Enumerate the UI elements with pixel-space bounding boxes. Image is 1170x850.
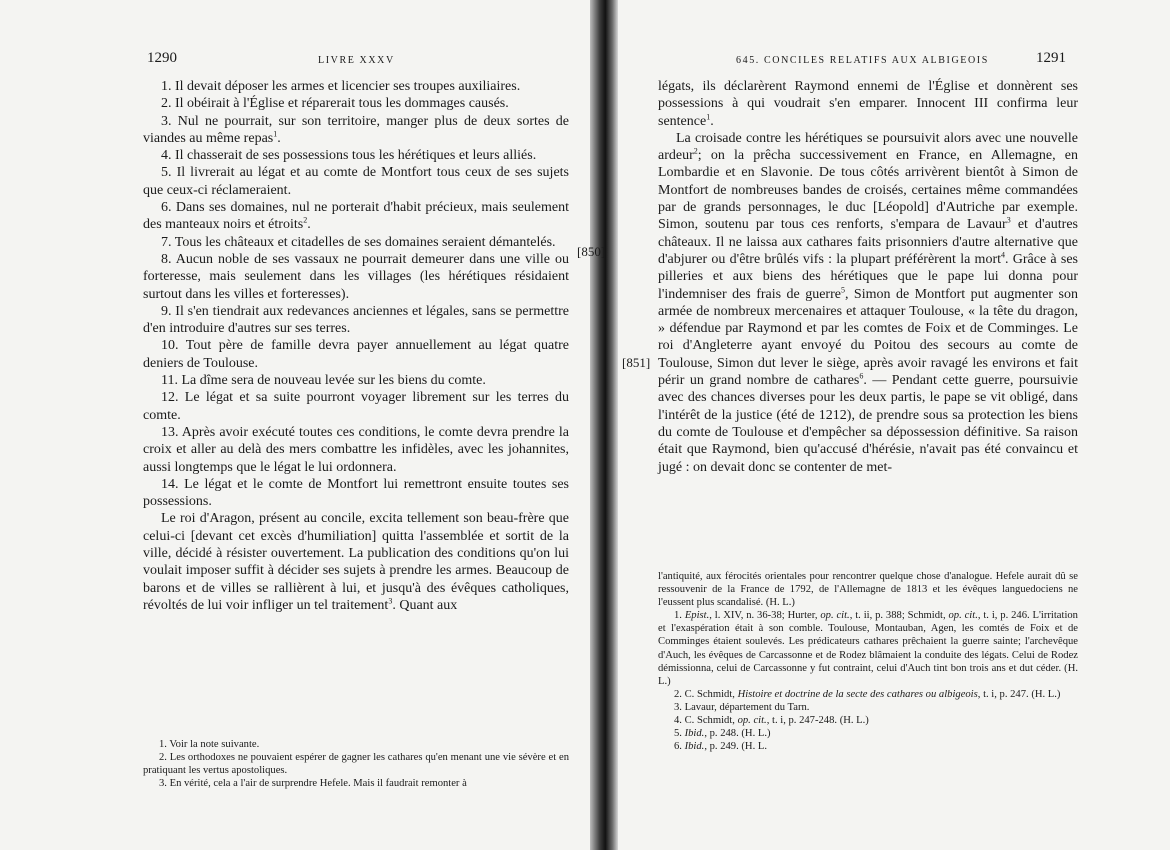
paragraph: 14. Le légat et le comte de Montfort lui remettront ensuite toutes ses possessions. bbox=[143, 476, 569, 510]
paragraph: 13. Après avoir exécuté toutes ces conditions, le comte devra prendre la croix et aller au delà des mers combattre les infidèles, avec les johannites, aussi longtemps que le légat le lui ordonnera. bbox=[143, 424, 569, 475]
paragraph: 3. Nul ne pourrait, sur son territoire, manger plus de deux sortes de viandes au même repas$^1$. bbox=[143, 113, 569, 146]
footnote: 6. Ibid., p. 249. (H. L. bbox=[674, 741, 767, 753]
footnote-ref: 2 bbox=[303, 215, 308, 225]
footnotes bbox=[658, 570, 1078, 753]
paragraph: Le roi d'Aragon, présent au concile, excita tellement son beau-frère que celui-ci [devant cet excès d'humiliation] quitta l'assemblée et sortit de la ville, décidé à résister ouvertement. La publication des conditions qu'on lui voulait imposer suffit à décider ses sujets à prendre les armes. Beaucoup de barons et de villes se rallièrent à lui, et jusqu'à des évêques catholiques, révoltés de lui voir infliger un tel traitement$^3$. Quant aux bbox=[143, 511, 569, 613]
paragraph: 7. Tous les châteaux et citadelles de ses domaines seraient démantelés. bbox=[161, 234, 556, 250]
footnote-ref: 4 bbox=[1001, 250, 1005, 260]
footnote: l'antiquité, aux férocités orientales pour rencontrer quelque chose d'analogue. Hefele aurait dû se ressouvenir de la France de 1792, de l'Allemagne de 1813 et les évêques languedociens ne l'eussent plus scandalisé. (H. L.) bbox=[658, 571, 1078, 609]
paragraph: 8. Aucun noble de ses vassaux ne pourrait demeurer dans une ville ou forteresse, mais seulement dans les villages (les hérétiques résidaient surtout dans les villes et forteresses). bbox=[143, 251, 569, 302]
paragraph: légats, ils déclarèrent Raymond ennemi de l'Église et donnèrent ses possessions à qui voudrait s'en emparer. Innocent III confirma leur sentence$^1$. bbox=[658, 79, 1078, 129]
body-text bbox=[143, 78, 569, 614]
running-head: LIVRE XXXV bbox=[318, 55, 395, 66]
footnote: 5. Ibid., p. 248. (H. L.) bbox=[674, 728, 771, 740]
book-gutter bbox=[590, 0, 618, 850]
body-text bbox=[658, 78, 1078, 476]
footnote: 1. Epist., l. XIV, n. 36-38; Hurter, op. cit., t. ii, p. 388; Schmidt, op. cit., t. i, p. 246. L'irritation et l'exaspération était à son comble. Toulouse, Montauban, Agen, les comtés de Foix et de Comminges étaient soulevés. Les prédicateurs cathares prêchaient la guerre sainte; l'archevêque d'Auch, les évêques de Carcassonne et de Rodez blâmaient la conduite des légats. Celui de Rodez démissionna, celui de Carcassonne y fut contraint, celui d'Auch tint bon trois ans et dut céder. (H. L.) bbox=[658, 610, 1078, 687]
footnote-ref: 5 bbox=[840, 284, 845, 294]
margin-note: [850] bbox=[577, 244, 606, 259]
paragraph: 9. Il s'en tiendrait aux redevances anciennes et légales, sans se permettre d'en introduire d'autres sur ses terres. bbox=[143, 303, 569, 337]
paragraph: La croisade contre les hérétiques se poursuivit alors avec une nouvelle ardeur$^2$; on la prêcha successivement en France, en Allemagne, en Lombardie et en Slavonie. De tous côtés arrivèrent bientôt à Simon de Montfort de nombreuses bandes de croisés, certaines même commandées par de grands personnages, le duc [Léopold] d'Autriche par exemple. Simon, soutenu par tous ces renforts, s'empara de Lavaur$^3$ et d'autres châteaux. Il ne laissa aux cathares faits prisonniers d'autre alternative que d'abjurer ou d'être brûlés vifs : la plupart préférèrent la mort$^4$. Grâce à ses pilleries et aux biens des hérétiques que le pape lui donna pour l'indemniser des frais de guerre$^5$, Simon de Montfort put augmenter son armée de nombreux mercenaires et attaquer Toulouse, « la tête du dragon, » défendue par Raymond et par les comtes de Foix et de Comminges. Le roi d'Angleterre ayant envoyé du Poitou des secours au comte de Toulouse, Simon dut lever le siège, après avoir ravagé les environs et fait périr un grand nombre de cathares$^6$. — Pendant cette guerre, poursuivie avec des chances diverses pour les deux partis, le pape se vit obligé, dans l'intérêt de la justice (été de 1212), de prendre sous sa protection les biens du comte de Toulouse et d'empêcher sa dépossession définitive. Sa raison était que Raymond, bien qu'accusé d'hérésie, n'avait pas été convaincu et jugé : on devait donc se contenter de met- bbox=[658, 130, 1078, 475]
footnote: 2. Les orthodoxes ne pouvaient espérer de gagner les cathares qu'en menant une vie sévère et en pratiquant les vertus apostoliques. bbox=[143, 752, 569, 777]
paragraph: 4. Il chasserait de ses possessions tous les hérétiques et leurs alliés. bbox=[161, 148, 537, 164]
footnote-ref: 3 bbox=[388, 596, 393, 606]
paragraph: 1. Il devait déposer les armes et licencier ses troupes auxiliaires. bbox=[161, 79, 521, 94]
footnotes bbox=[143, 738, 569, 790]
paragraph: 11. La dîme sera de nouveau levée sur les biens du comte. bbox=[161, 373, 486, 389]
footnote-ref: 2 bbox=[693, 146, 698, 156]
paragraph: 12. Le légat et sa suite pourront voyager librement sur les terres du comte. bbox=[143, 390, 569, 423]
right-page bbox=[606, 0, 1170, 850]
footnote-ref: 3 bbox=[1006, 215, 1011, 225]
footnote: 4. C. Schmidt, op. cit., t. i, p. 247-248. (H. L.) bbox=[674, 715, 869, 727]
paragraph: 2. Il obéirait à l'Église et réparerait tous les dommages causés. bbox=[161, 96, 509, 112]
running-head: 645. CONCILES RELATIFS AUX ALBIGEOIS bbox=[736, 55, 989, 66]
page-number: 1291 bbox=[1036, 50, 1066, 66]
margin-note: [851] bbox=[622, 355, 651, 370]
footnote: 1. Voir la note suivante. bbox=[159, 739, 260, 750]
footnote-ref: 1 bbox=[273, 129, 278, 139]
footnote: 2. C. Schmidt, Histoire et doctrine de la secte des cathares ou albigeois, t. i, p. 247. (H. L.) bbox=[674, 688, 1061, 700]
page-number: 1290 bbox=[147, 50, 177, 66]
footnote-ref: 1 bbox=[706, 111, 711, 121]
footnote: 3. En vérité, cela a l'air de surprendre Hefele. Mais il faudrait remonter à bbox=[159, 778, 467, 790]
paragraph: 6. Dans ses domaines, nul ne porterait d'habit précieux, mais seulement des manteaux noirs et étroits$^2$. bbox=[143, 200, 569, 233]
footnote-ref: 6 bbox=[859, 371, 864, 381]
paragraph: 10. Tout père de famille devra payer annuellement au légat quatre deniers de Toulouse. bbox=[143, 338, 569, 371]
paragraph: 5. Il livrerait au légat et au comte de Montfort tous ceux de ses sujets que ceux-ci réclameraient. bbox=[143, 165, 569, 198]
footnote: 3. Lavaur, département du Tarn. bbox=[674, 701, 810, 713]
